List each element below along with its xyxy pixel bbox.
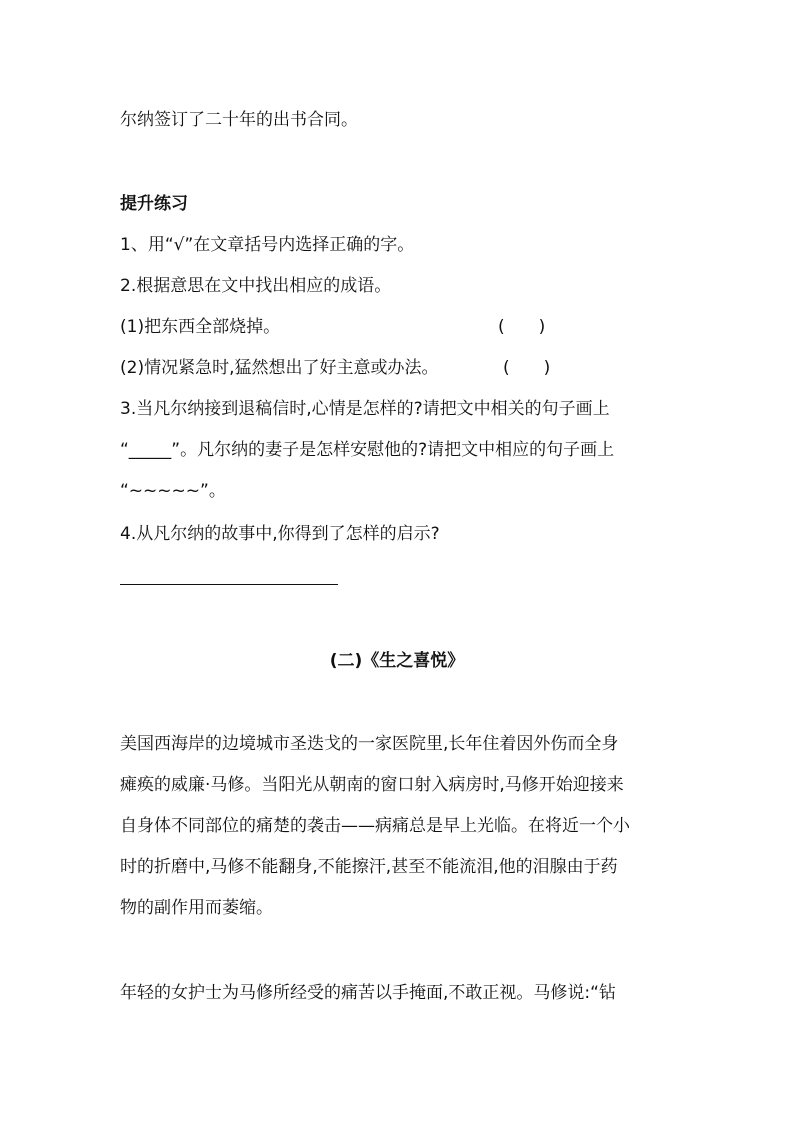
question-4: 4.从凡尔纳的故事中,你得到了怎样的启示? xyxy=(120,524,440,544)
section-title: (二)《生之喜悦》 xyxy=(329,651,465,671)
paragraph-line: 美国西海岸的边境城市圣迭戈的一家医院里,长年住着因外伤而全身 xyxy=(120,734,619,754)
paragraph-line: 瘫痪的威廉·马修。当阳光从朝南的窗口射入病房时,马修开始迎接来 xyxy=(120,775,624,795)
paragraph-line: 年轻的女护士为马修所经受的痛苦以手掩面,不敢正视。马修说:“钻 xyxy=(120,983,616,1003)
question-2: 2.根据意思在文中找出相应的成语。 xyxy=(120,276,392,296)
answer-blank-1[interactable]: ( ) xyxy=(498,317,546,337)
answer-underline[interactable] xyxy=(120,584,338,585)
question-2-item-2: (2)情况紧急时,猛然想出了好主意或办法。 xyxy=(120,358,439,378)
exercise-heading: 提升练习 xyxy=(120,194,188,214)
question-3-line-3: “~~~~~”。 xyxy=(120,481,226,501)
answer-blank-2[interactable]: ( ) xyxy=(503,358,551,378)
question-1: 1、用“√”在文章括号内选择正确的字。 xyxy=(120,235,415,255)
previous-text-line: 尔纳签订了二十年的出书合同。 xyxy=(120,110,358,130)
question-2-item-1: (1)把东西全部烧掉。 xyxy=(120,317,281,337)
paragraph-line: 自身体不同部位的痛楚的袭击——病痛总是早上光临。在将近一个小 xyxy=(120,816,630,836)
paragraph-line: 时的折磨中,马修不能翻身,不能擦汗,甚至不能流泪,他的泪腺由于药 xyxy=(120,857,618,877)
paragraph-line: 物的副作用而萎缩。 xyxy=(120,898,273,918)
question-3-line-2: “_____”。凡尔纳的妻子是怎样安慰他的?请把文中相应的句子画上 xyxy=(120,440,615,460)
question-3-line-1: 3.当凡尔纳接到退稿信时,心情是怎样的?请把文中相关的句子画上 xyxy=(120,399,610,419)
